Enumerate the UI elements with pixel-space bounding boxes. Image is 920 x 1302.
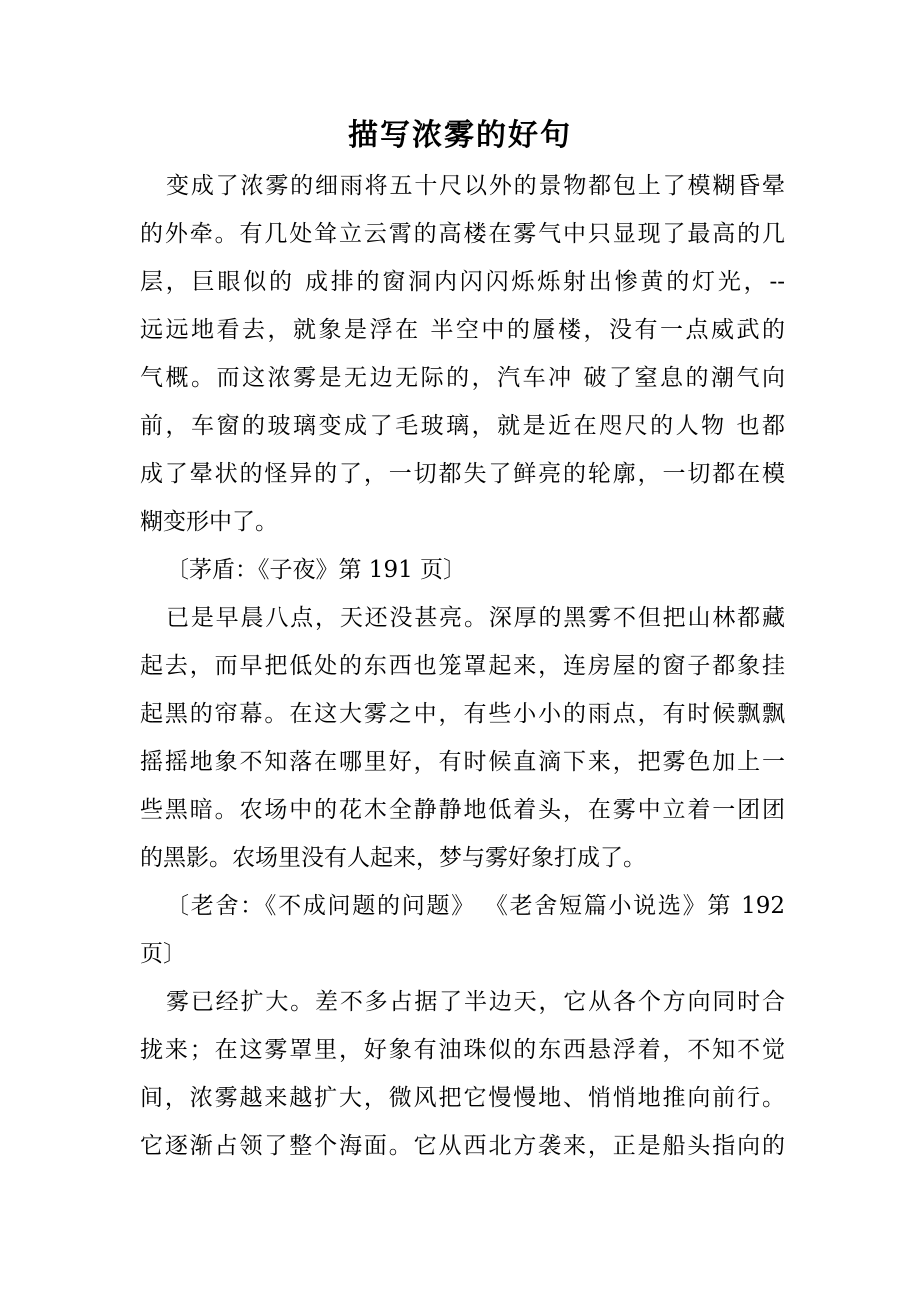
text-line: 变成了浓雾的细雨将五十尺以外的景物都包上了模糊昏晕 xyxy=(166,173,785,199)
text-line: 糊变形中了。 xyxy=(140,509,278,535)
text-line: 摇摇地象不知落在哪里好，有时候直滴下来，把雾色加上一 xyxy=(140,749,785,775)
document-title: 描写浓雾的好句 xyxy=(348,118,572,153)
text-line: 起黑的帘幕。在这大雾之中，有些小小的雨点，有时候飘飘 xyxy=(140,701,785,727)
text-line: 它逐渐占领了整个海面。它从西北方袭来，正是船头指向的 xyxy=(140,1133,785,1159)
text-line: 的外牵。有几处耸立云霄的高楼在雾气中只显现了最高的几 xyxy=(140,221,785,247)
citation-line: 〔茅盾：《子夜》第 191 页〕 xyxy=(166,557,467,583)
text-line: 成了晕状的怪异的了，一切都失了鲜亮的轮廓，一切都在模 xyxy=(140,461,785,487)
text-line: 起去，而早把低处的东西也笼罩起来，连房屋的窗子都象挂 xyxy=(140,653,785,679)
text-line: 远远地看去，就象是浮在 半空中的蜃楼，没有一点威武的 xyxy=(140,317,785,343)
text-line: 层，巨眼似的 成排的窗洞内闪闪烁烁射出惨黄的灯光，-- xyxy=(140,269,785,295)
text-line: 雾已经扩大。差不多占据了半边天，它从各个方向同时合 xyxy=(166,989,785,1015)
citation-line: 页〕 xyxy=(140,941,186,967)
text-line: 间，浓雾越来越扩大，微风把它慢慢地、悄悄地推向前行。 xyxy=(140,1085,785,1111)
text-line: 前，车窗的玻璃变成了毛玻璃，就是近在咫尺的人物 也都 xyxy=(140,413,785,439)
text-line: 些黑暗。农场中的花木全静静地低着头，在雾中立着一团团 xyxy=(140,797,785,823)
text-line: 气概。而这浓雾是无边无际的，汽车冲 破了窒息的潮气向 xyxy=(140,365,785,391)
text-line: 的黑影。农场里没有人起来，梦与雾好象打成了。 xyxy=(140,845,646,871)
citation-line: 〔老舍：《不成问题的问题》 《老舍短篇小说选》第 192 xyxy=(166,893,785,919)
text-line: 拢来；在这雾罩里，好象有油珠似的东西悬浮着，不知不觉 xyxy=(140,1037,785,1063)
text-line: 已是早晨八点，天还没甚亮。深厚的黑雾不但把山林都藏 xyxy=(166,605,785,631)
